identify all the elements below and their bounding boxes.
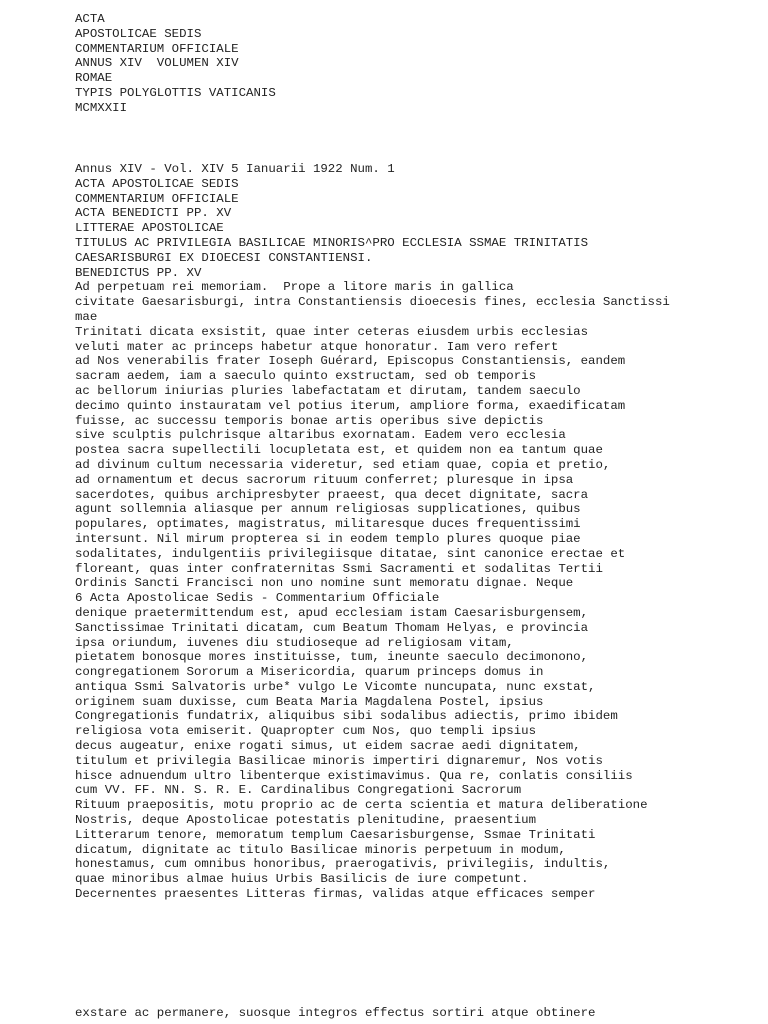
body-text-line: mae (75, 309, 98, 324)
body-text-line: floreant, quas inter confraternitas Ssmi Sacramenti et sodalitas Tertii (75, 561, 603, 576)
document-body (75, 162, 670, 902)
body-text-line: Sanctissimae Trinitati dicatam, cum Beatum Thomam Helyas, e provincia (75, 620, 589, 635)
body-text-line: ACTA BENEDICTI PP. XV (75, 206, 232, 221)
body-text-line: ad ornamentum et decus sacrorum rituum conferret; pluresque in ipsa (75, 472, 574, 487)
body-text-line: Annus XIV - Vol. XIV 5 Ianuarii 1922 Num. 1 (75, 162, 395, 176)
body-text-line: decus augeatur, enixe rogati simus, ut eidem sacrae aedi dignitatem, (75, 739, 581, 754)
body-text-line: postea sacra supellectili locupletata est, et quidem non ea tantum quae (75, 443, 603, 458)
body-text-line: denique praetermittendum est, apud ecclesiam istam Caesarisburgensem, (75, 605, 589, 620)
title-line: COMMENTARIUM OFFICIALE (75, 41, 239, 56)
title-line: APOSTOLICAE SEDIS (75, 26, 202, 41)
body-text-line: TITULUS AC PRIVILEGIA BASILICAE MINORIS^PRO ECCLESIA SSMAE TRINITATIS (75, 235, 589, 250)
body-text-line: religiosa vota emiserit. Quapropter cum Nos, quo templi ipsius (75, 724, 537, 739)
body-text-line: congregationem Sororum a Misericordia, quarum princeps domus in (75, 665, 544, 680)
body-text-line: Trinitati dicata exsistit, quae inter ceteras eiusdem urbis ecclesias (75, 324, 589, 339)
title-line: ROMAE (75, 71, 113, 86)
title-line: ANNUS XIV VOLUMEN XIV (75, 56, 239, 71)
body-text-line: populares, optimates, magistratus, militaresque duces frequentissimi (75, 517, 581, 532)
body-text-line: ac bellorum iniurias pluries labefactatam et dirutam, tandem saeculo (75, 383, 581, 398)
body-text-line: BENEDICTUS PP. XV (75, 265, 202, 280)
body-text-line: LITTERAE APOSTOLICAE (75, 221, 224, 236)
body-text-line: intersunt. Nil mirum propterea si in eodem templo plures quoque piae (75, 531, 581, 546)
body-text-line: originem suam duxisse, cum Beata Maria Magdalena Postel, ipsius (75, 694, 544, 709)
body-text-line: Nostris, deque Apostolicae potestatis plenitudine, praesentium (75, 813, 537, 828)
body-text-line: dicatum, dignitate ac titulo Basilicae minoris perpetuum in modum, (75, 842, 566, 857)
body-text-line: Decernentes praesentes Litteras firmas, validas atque efficaces semper (75, 887, 596, 902)
body-text-line: antiqua Ssmi Salvatoris urbe* vulgo Le Vicomte nuncupata, nunc exstat, (75, 679, 596, 694)
body-text-line: ipsa oriundum, iuvenes diu studioseque ad religiosam vitam, (75, 635, 514, 650)
body-text-line: Litterarum tenore, memoratum templum Caesarisburgense, Ssmae Trinitati (75, 827, 596, 842)
body-text-line: agunt sollemnia aliasque per annum religiosas supplicationes, quibus (75, 502, 581, 517)
body-text-line: veluti mater ac princeps habetur atque honoratur. Iam vero refert (75, 339, 559, 354)
body-text-line: sodalitates, indulgentiis privilegiisque ditatae, sint canonice erectae et (75, 546, 626, 561)
body-text-line: Ad perpetuam rei memoriam. Prope a litore maris in gallica (75, 280, 514, 295)
body-text-line: Rituum praepositis, motu proprio ac de certa scientia et matura deliberatione (75, 798, 648, 813)
body-text-line: civitate Gaesarisburgi, intra Constantiensis dioecesis fines, ecclesia Sanctissi (75, 295, 670, 310)
body-text-line: quae minoribus almae huius Urbis Basilicis de iure competunt. (75, 872, 529, 887)
body-text-line: honestamus, cum omnibus honoribus, praerogativis, privilegiis, indultis, (75, 857, 611, 872)
body-text-line: ACTA APOSTOLICAE SEDIS (75, 176, 239, 191)
body-text-line: Congregationis fundatrix, aliquibus sibi sodalibus adiectis, primo ibidem (75, 709, 618, 724)
continued-text (75, 1006, 596, 1021)
body-text-line: pietatem bonosque mores instituisse, tum, ineunte saeculo decimonono, (75, 650, 589, 665)
title-block (75, 12, 276, 116)
body-text-line: ad divinum cultum necessaria videretur, sed etiam quae, copia et pretio, (75, 457, 611, 472)
body-text-line: sive sculptis pulchrisque altaribus exornatam. Eadem vero ecclesia (75, 428, 566, 443)
body-text-line: titulum et privilegia Basilicae minoris impertiri dignaremur, Nos votis (75, 753, 603, 768)
body-text-line: cum VV. FF. NN. S. R. E. Cardinalibus Congregationi Sacrorum (75, 783, 522, 798)
body-text-line: sacram aedem, iam a saeculo quinto exstructam, sed ob temporis (75, 369, 537, 384)
title-line: TYPIS POLYGLOTTIS VATICANIS (75, 85, 276, 100)
title-line: MCMXXII (75, 100, 128, 115)
body-text-line: Ordinis Sancti Francisci non uno nomine sunt memoratu dignae. Neque (75, 576, 574, 591)
body-text-line: CAESARISBURGI EX DIOECESI CONSTANTIENSI. (75, 250, 373, 265)
title-line: ACTA (75, 12, 105, 26)
body-text-line: fuisse, ac successu temporis bonae artis operibus sive depictis (75, 413, 544, 428)
continued-text-line: exstare ac permanere, suosque integros effectus sortiri atque obtinere (75, 1006, 596, 1020)
body-text-line: sacerdotes, quibus archipresbyter praeest, qua decet dignitate, sacra (75, 487, 589, 502)
body-text-line: 6 Acta Apostolicae Sedis - Commentarium Officiale (75, 591, 440, 606)
body-text-line: hisce adnuendum ultro libenterque existimavimus. Qua re, conlatis consiliis (75, 768, 633, 783)
body-text-line: decimo quinto instauratam vel potius iterum, ampliore forma, exaedificatam (75, 398, 626, 413)
body-text-line: COMMENTARIUM OFFICIALE (75, 191, 239, 206)
body-text-line: ad Nos venerabilis frater Ioseph Guérard, Episcopus Constantiensis, eandem (75, 354, 626, 369)
